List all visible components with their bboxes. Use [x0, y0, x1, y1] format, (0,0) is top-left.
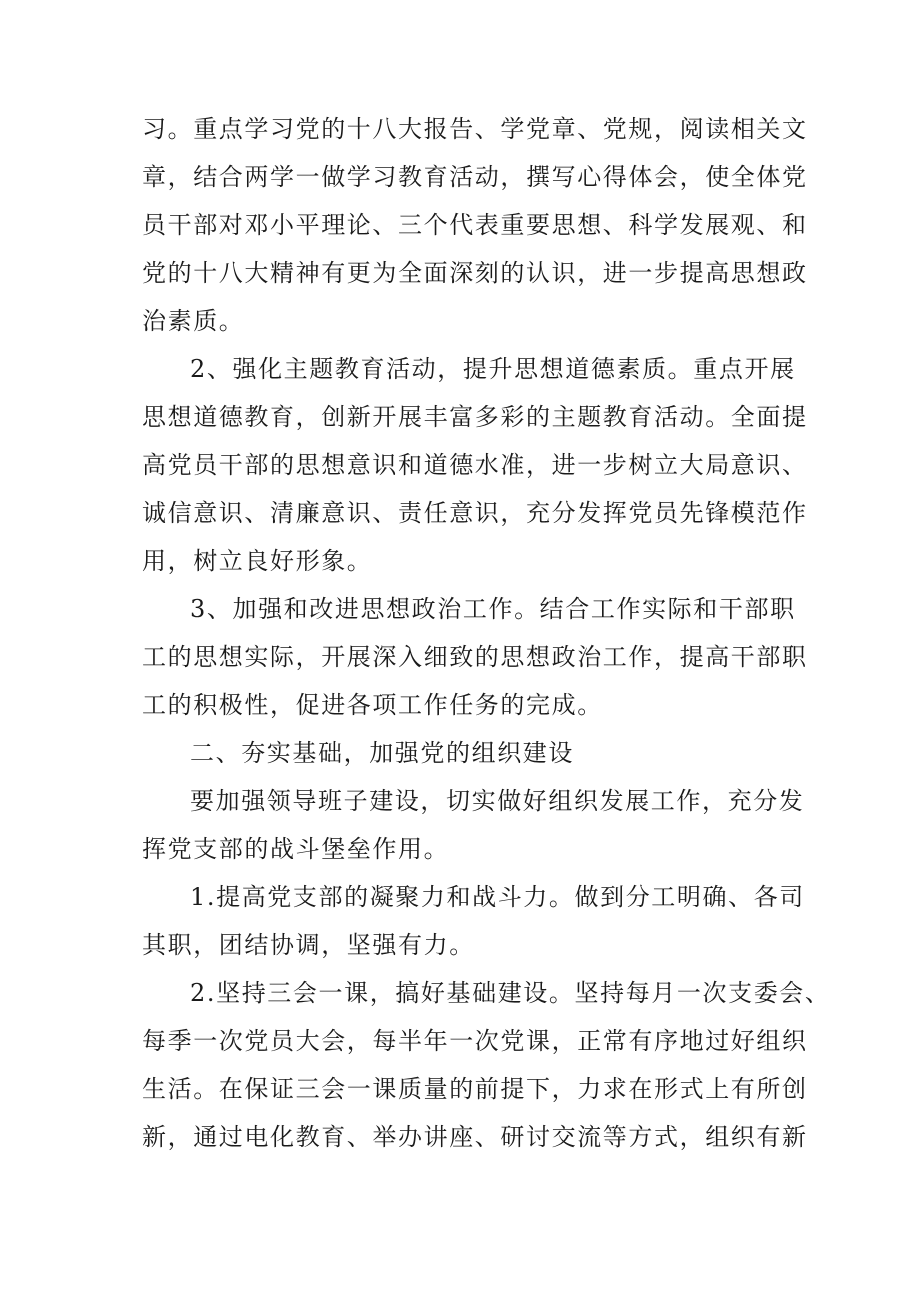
text-line: 员干部对邓小平理论、三个代表重要思想、科学发展观、和 — [142, 211, 808, 239]
item-2-start: 2.坚持三会一课，搞好基础建设。坚持每月一次支委会、 — [190, 979, 831, 1007]
section-heading: 二、夯实基础，加强党的组织建设 — [190, 739, 574, 767]
text-line: 其职，团结协调，坚强有力。 — [142, 931, 475, 959]
text-line: 党的十八大精神有更为全面深刻的认识，进一步提高思想政 — [142, 259, 808, 287]
paragraph-2-start: 2、强化主题教育活动，提升思想道德素质。重点开展 — [190, 355, 796, 383]
text-line: 治素质。 — [142, 307, 245, 335]
text-line: 工的积极性，促进各项工作任务的完成。 — [142, 691, 603, 719]
text-line: 新，通过电化教育、举办讲座、研讨交流等方式，组织有新 — [142, 1123, 808, 1151]
item-1-start: 1.提高党支部的凝聚力和战斗力。做到分工明确、各司 — [190, 883, 805, 911]
paragraph-intro-start: 要加强领导班子建设，切实做好组织发展工作，充分发 — [190, 787, 805, 815]
text-line: 每季一次党员大会，每半年一次党课，正常有序地过好组织 — [142, 1027, 808, 1055]
text-line: 生活。在保证三会一课质量的前提下，力求在形式上有所创 — [142, 1075, 808, 1103]
text-line: 章，结合两学一做学习教育活动，撰写心得体会，使全体党 — [142, 163, 808, 191]
text-line: 习。重点学习党的十八大报告、学党章、党规，阅读相关文 — [142, 115, 808, 143]
text-line: 诚信意识、清廉意识、责任意识，充分发挥党员先锋模范作 — [142, 499, 808, 527]
text-line: 高党员干部的思想意识和道德水准，进一步树立大局意识、 — [142, 451, 808, 479]
text-line: 工的思想实际，开展深入细致的思想政治工作，提高干部职 — [142, 643, 808, 671]
text-line: 思想道德教育，创新开展丰富多彩的主题教育活动。全面提 — [142, 403, 808, 431]
text-line: 用，树立良好形象。 — [142, 547, 373, 575]
paragraph-3-start: 3、加强和改进思想政治工作。结合工作实际和干部职 — [190, 595, 796, 623]
text-line: 挥党支部的战斗堡垒作用。 — [142, 835, 450, 863]
